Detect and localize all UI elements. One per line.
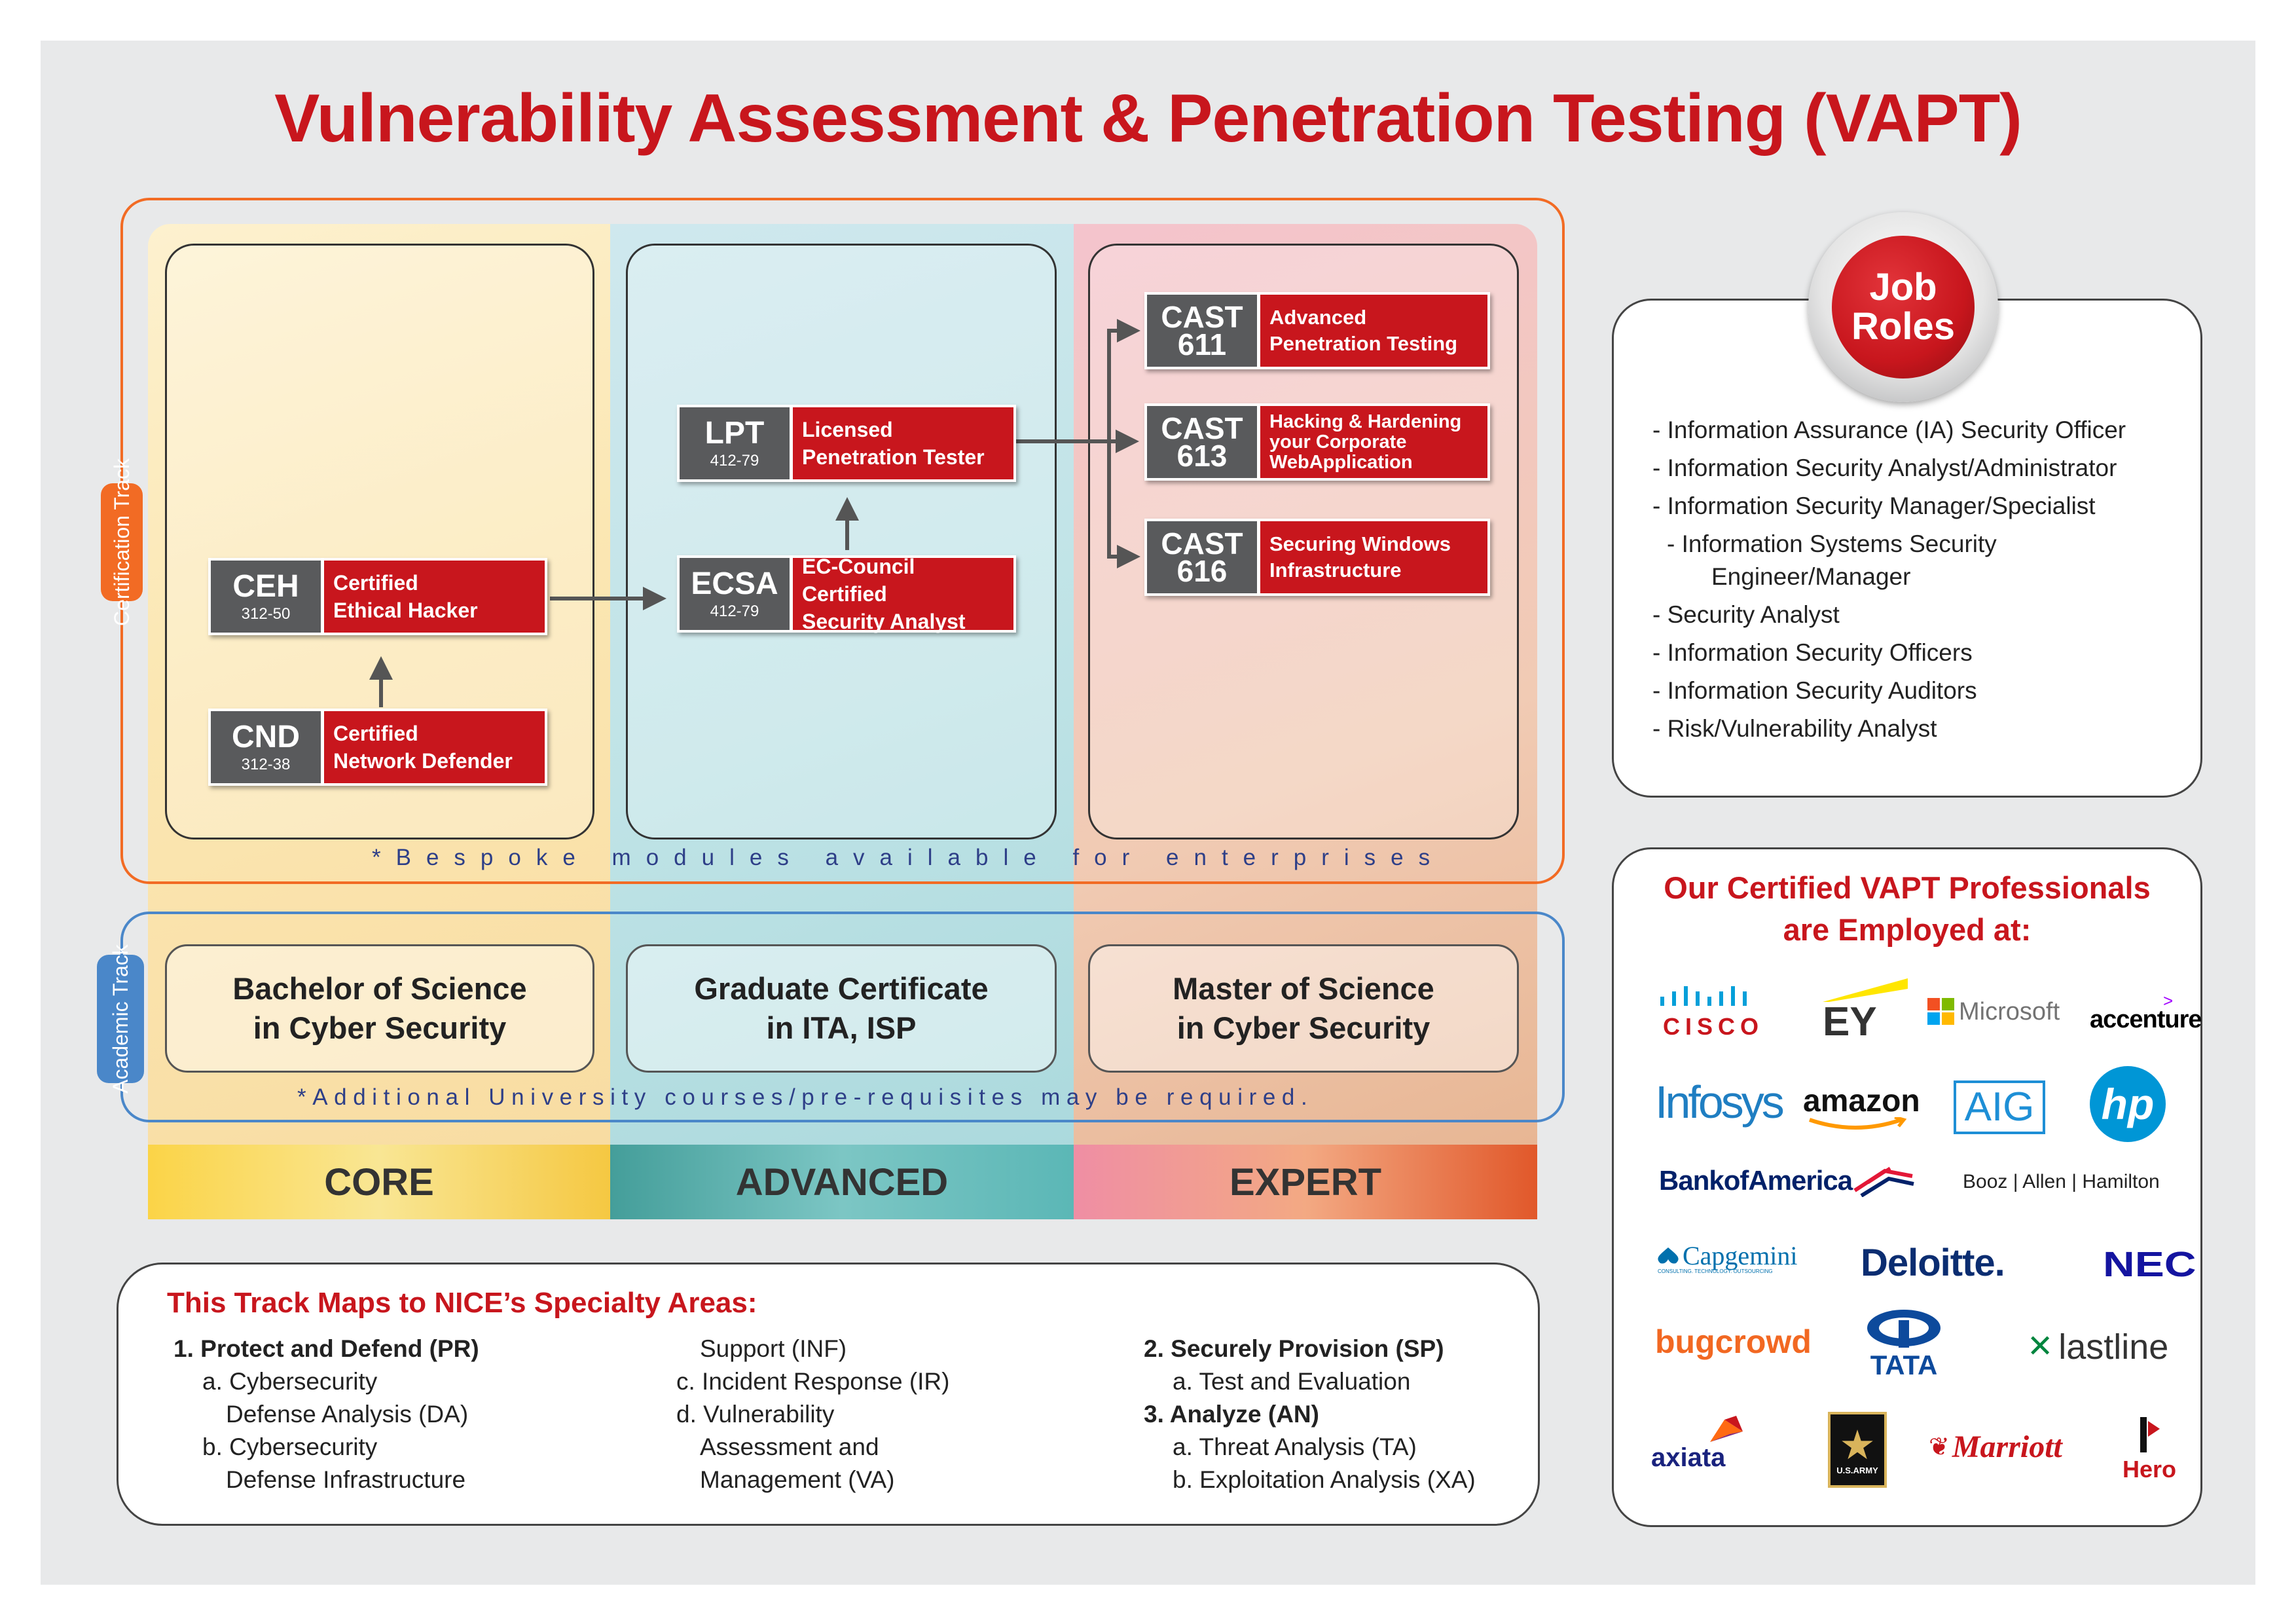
capgemini-spade-icon	[1654, 1246, 1683, 1266]
level-core: CORE	[148, 1145, 610, 1219]
nice-item: 2. Securely Provision (SP)	[1144, 1335, 1444, 1362]
cisco-bars-icon	[1658, 984, 1756, 1012]
amazon-logo	[1803, 1086, 1920, 1134]
cert-ceh-exam: 312-50	[241, 605, 291, 623]
axiata-logo	[1651, 1416, 1749, 1471]
cert-ecsa-exam: 412-79	[710, 602, 759, 620]
nec-logo: NEC	[2103, 1245, 2196, 1284]
infographic-canvas	[41, 41, 2255, 1585]
academic-core-line1: Bachelor of Science	[232, 971, 527, 1006]
cert-ecsa-acronym: ECSA	[691, 566, 778, 601]
nice-title: This Track Maps to NICE’s Specialty Areas:	[167, 1287, 757, 1319]
cert-ecsa-code	[680, 558, 790, 630]
infosys-logo: Infosys	[1655, 1077, 1782, 1128]
lastline-x-icon: ✕	[2027, 1329, 2054, 1364]
nice-item: a. Test and Evaluation	[1173, 1368, 1411, 1395]
job-role-item: - Information Security Manager/Specialist	[1652, 492, 2096, 519]
cert-cast613-code	[1147, 406, 1257, 478]
cert-cast613	[1144, 403, 1490, 481]
accenture-logo-text: accenture	[2090, 1006, 2202, 1033]
certification-track-tab	[101, 458, 143, 627]
cert-cast616-acronym: CAST	[1161, 526, 1243, 561]
employers-title-line1: Our Certified VAPT Professionals	[1664, 870, 2151, 905]
bespoke-note: *Bespoke modules available for enterprises	[372, 845, 1446, 870]
capgemini-tagline: CONSULTING. TECHNOLOGY. OUTSOURCING	[1658, 1268, 1773, 1274]
cisco-logo	[1658, 984, 1764, 1039]
nice-item: d. Vulnerability	[676, 1401, 835, 1428]
level-expert: EXPERT	[1074, 1145, 1537, 1219]
cert-lpt-acronym: LPT	[704, 416, 765, 451]
amazon-smile-icon	[1803, 1117, 1908, 1132]
cert-cnd-exam: 312-38	[241, 756, 291, 773]
level-advanced: ADVANCED	[610, 1145, 1074, 1219]
cert-ecsa-name-line1: EC-Council Certified	[802, 555, 915, 606]
nice-item: a. Cybersecurity	[202, 1368, 378, 1395]
cert-ecsa-name-line2: Security Analyst	[802, 610, 966, 633]
cert-cast616-name	[1260, 521, 1487, 593]
employers-title-line2: are Employed at:	[1783, 912, 2032, 947]
bank-of-america-logo-text: BankofAmerica	[1659, 1165, 1853, 1196]
hero-logo	[2123, 1414, 2176, 1481]
capgemini-logo	[1654, 1243, 1798, 1274]
cert-lpt-name-line2: Penetration Tester	[802, 445, 985, 469]
nice-item: 3. Analyze (AN)	[1144, 1401, 1319, 1428]
tata-emblem-icon	[1865, 1307, 1943, 1349]
academic-expert-line2: in Cyber Security	[1176, 1010, 1430, 1045]
capgemini-logo-text: Capgemini	[1683, 1241, 1798, 1270]
cert-ceh	[208, 558, 547, 635]
cert-ecsa-name	[793, 555, 1013, 633]
axiata-logo-text: axiata	[1651, 1443, 1726, 1472]
bugcrowd-logo: bugcrowd	[1655, 1323, 1812, 1360]
nice-mapping-box	[117, 1263, 1540, 1526]
cert-ecsa	[677, 555, 1016, 633]
cert-cnd-name-line2: Network Defender	[333, 749, 513, 773]
lastline-logo	[2027, 1329, 2168, 1365]
cert-lpt	[677, 405, 1016, 482]
aig-logo	[1954, 1080, 2045, 1134]
job-role-item: - Information Security Officers	[1652, 639, 1973, 666]
accenture-chevron-icon: >	[2163, 991, 2174, 1010]
job-roles-badge-inner	[1832, 236, 1975, 378]
job-role-item: - Information Security Analyst/Administrator	[1652, 454, 2117, 481]
ey-logo-text: EY	[1823, 999, 1877, 1044]
job-roles-list	[1652, 414, 2189, 750]
job-roles-badge-line2: Roles	[1851, 305, 1955, 348]
cert-cast611-acronym: CAST	[1161, 300, 1243, 334]
academic-advanced-line1: Graduate Certificate	[694, 971, 989, 1006]
nice-item: b. Exploitation Analysis (XA)	[1173, 1466, 1476, 1493]
microsoft-logo-text: Microsoft	[1959, 998, 2060, 1025]
cert-cast616-name-line1: Securing Windows	[1269, 532, 1451, 555]
cert-cast616-code	[1147, 521, 1257, 593]
marriott-m-icon: ❦	[1929, 1433, 1950, 1461]
cert-cnd-name	[324, 711, 545, 783]
nice-item: Support (INF)	[700, 1335, 847, 1362]
academic-core-line2: in Cyber Security	[253, 1010, 507, 1045]
axiata-swoosh-icon	[1651, 1416, 1749, 1445]
cert-lpt-exam: 412-79	[710, 452, 759, 470]
cert-cnd	[208, 709, 547, 786]
hp-logo-text: hp	[2101, 1080, 2155, 1128]
academic-track-tab	[97, 944, 144, 1094]
nice-column-1	[173, 1333, 479, 1496]
job-role-item: - Information Security Auditors	[1652, 677, 1977, 704]
nice-item: Management (VA)	[700, 1466, 895, 1493]
job-roles-badge	[1808, 212, 1998, 402]
cert-cast611	[1144, 292, 1490, 369]
nice-item: Assessment and	[700, 1433, 879, 1460]
job-role-item: - Security Analyst	[1652, 601, 1840, 628]
hero-emblem-icon	[2136, 1414, 2162, 1455]
nice-item: a. Threat Analysis (TA)	[1173, 1433, 1417, 1460]
cert-cnd-name-line1: Certified	[333, 722, 418, 745]
microsoft-squares-icon	[1927, 998, 1955, 1025]
nice-item: 1. Protect and Defend (PR)	[173, 1335, 479, 1362]
academic-track-label: Academic Track	[109, 944, 132, 1094]
bank-of-america-flag-icon	[1852, 1164, 1915, 1197]
cert-cast613-name	[1260, 406, 1487, 478]
cert-cast611-number: 611	[1177, 327, 1227, 361]
hero-logo-text: Hero	[2123, 1456, 2177, 1483]
cert-cast616	[1144, 519, 1490, 596]
cert-cast611-code	[1147, 295, 1257, 367]
nice-column-2	[676, 1333, 949, 1496]
cert-lpt-name	[793, 407, 1013, 479]
nice-column-3	[1144, 1333, 1476, 1496]
additional-courses-note: *Additional University courses/pre-requisites may be required.	[297, 1084, 1314, 1110]
cert-ceh-code	[211, 561, 321, 633]
bank-of-america-logo	[1659, 1164, 1915, 1197]
cert-cast613-name-line3: WebApplication	[1269, 451, 1413, 473]
job-role-item: - Risk/Vulnerability Analyst	[1652, 715, 1937, 742]
ey-beam-icon	[1823, 976, 1908, 1002]
cert-cast613-name-line2: your Corporate	[1269, 431, 1407, 452]
nice-item: Defense Infrastructure	[226, 1466, 466, 1493]
us-army-star-icon: ★	[1839, 1422, 1876, 1468]
cisco-logo-text: CISCO	[1663, 1013, 1764, 1040]
booz-allen-hamilton-logo: Booz | Allen | Hamilton	[1963, 1171, 2160, 1192]
cert-cast613-acronym: CAST	[1161, 411, 1243, 445]
cert-cast613-number: 613	[1176, 439, 1228, 473]
cert-cast611-name-line1: Advanced	[1269, 306, 1367, 329]
lastline-logo-text: lastline	[2058, 1327, 2169, 1367]
us-army-logo-text: U.S.ARMY	[1836, 1465, 1878, 1475]
accenture-logo	[2090, 991, 2202, 1033]
ey-logo	[1823, 976, 1908, 1043]
tata-logo-text: TATA	[1870, 1350, 1938, 1380]
marriott-logo-text: Marriott	[1952, 1430, 2062, 1464]
academic-advanced-line2: in ITA, ISP	[766, 1010, 917, 1045]
marriott-logo	[1929, 1431, 2062, 1463]
aig-logo-text: AIG	[1964, 1084, 2035, 1130]
tata-logo	[1865, 1307, 1943, 1379]
cert-lpt-code	[680, 407, 790, 479]
certification-track-label: Certification Track	[110, 458, 134, 627]
cert-ceh-name-line1: Certified	[333, 571, 418, 595]
cert-cast611-name	[1260, 295, 1487, 367]
job-role-item: - Information Assurance (IA) Security Officer	[1652, 416, 2126, 443]
cert-lpt-name-line1: Licensed	[802, 418, 893, 441]
cert-ceh-acronym: CEH	[232, 569, 299, 604]
page-title: Vulnerability Assessment & Penetration Testing (VAPT)	[274, 81, 2022, 157]
advanced-cert-panel	[626, 244, 1057, 840]
nice-item: b. Cybersecurity	[202, 1433, 378, 1460]
job-roles-badge-line1: Job	[1869, 266, 1937, 308]
nice-item: c. Incident Response (IR)	[676, 1368, 950, 1395]
us-army-logo	[1828, 1412, 1887, 1488]
academic-expert-program	[1088, 944, 1519, 1073]
amazon-logo-text: amazon	[1803, 1084, 1920, 1118]
cert-cast613-name-line1: Hacking & Hardening	[1269, 411, 1462, 432]
cert-ceh-name-line2: Ethical Hacker	[333, 599, 478, 622]
microsoft-logo	[1927, 998, 2060, 1025]
hp-logo	[2090, 1066, 2166, 1142]
cert-cast611-name-line2: Penetration Testing	[1269, 332, 1458, 355]
nice-item: Defense Analysis (DA)	[226, 1401, 469, 1428]
cert-cnd-code	[211, 711, 321, 783]
academic-core-program	[165, 944, 594, 1073]
cert-ceh-name	[324, 561, 545, 633]
cert-cast616-name-line2: Infrastructure	[1269, 559, 1402, 581]
cert-cnd-acronym: CND	[232, 720, 300, 754]
academic-expert-line1: Master of Science	[1173, 971, 1434, 1006]
deloitte-logo: Deloitte.	[1861, 1242, 2005, 1284]
academic-advanced-program	[626, 944, 1057, 1073]
employers-title	[1612, 867, 2202, 951]
job-role-item: - Information Systems Security Engineer/Manager	[1667, 530, 1997, 590]
cert-cast616-number: 616	[1176, 554, 1228, 588]
